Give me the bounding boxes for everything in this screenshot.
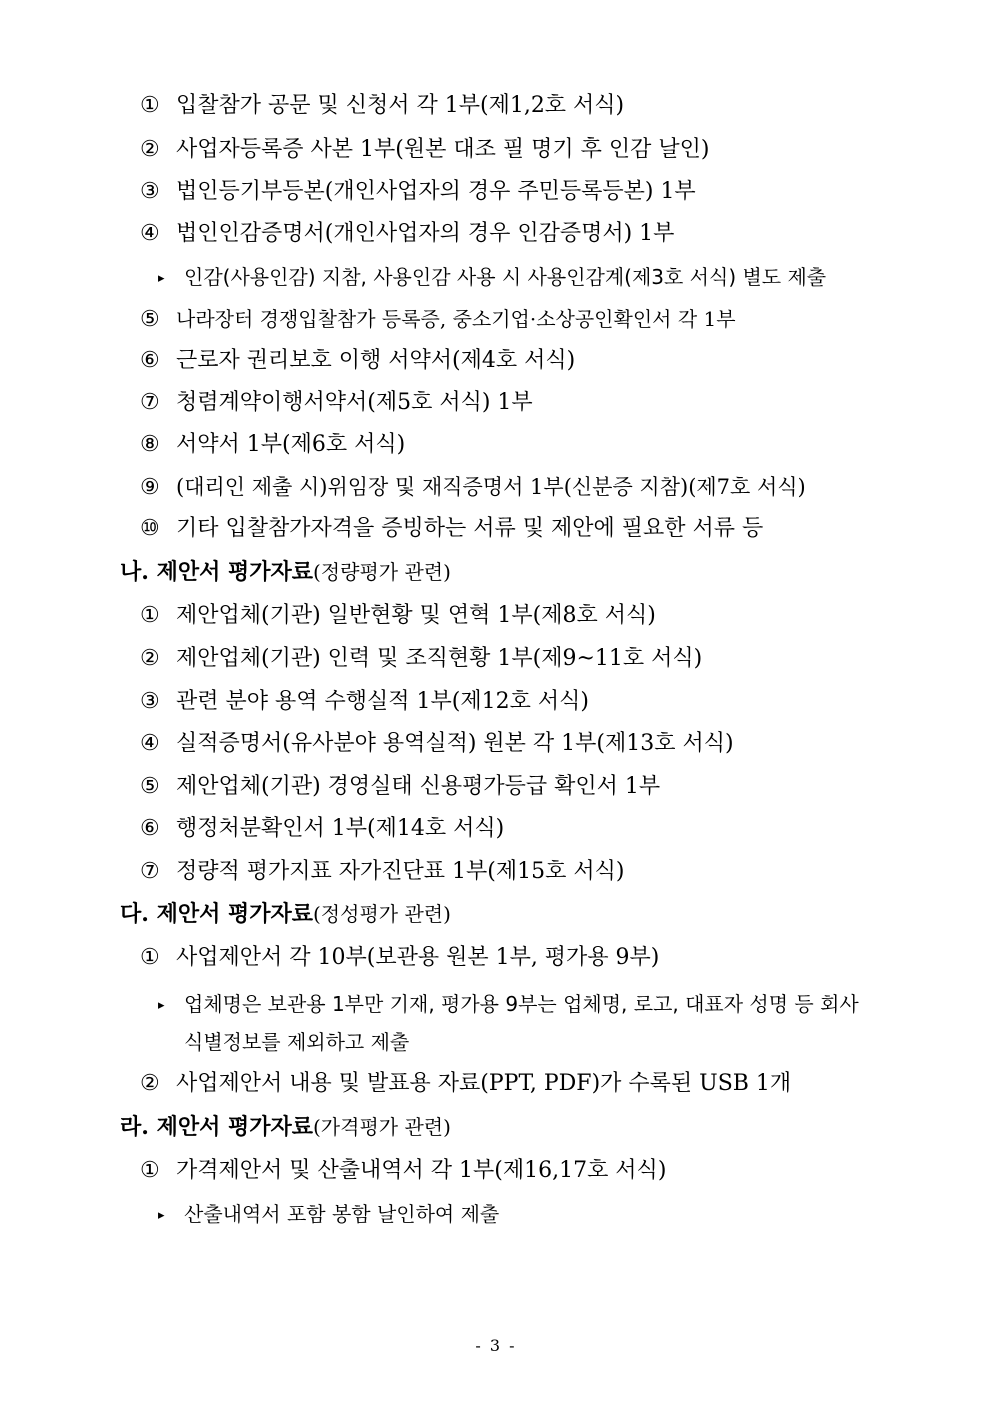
item-number: ⑥: [140, 348, 160, 373]
item-text: 가격제안서 및 산출내역서 각 1부(제16,17호 서식): [176, 1158, 667, 1183]
item-text: (대리인 제출 시)위임장 및 재직증명서 1부(신분증 지참)(제7호 서식): [176, 475, 806, 499]
list-item: [140, 645, 702, 673]
note-text: 업체명은 보관용 1부만 기재, 평가용 9부는 업체명, 로고, 대표자 성명 등 회사: [184, 992, 859, 1016]
item-text: 법인등기부등본(개인사업자의 경우 주민등록등본) 1부: [176, 179, 696, 204]
item-text: 나라장터 경쟁입찰참가 등록증, 중소기업·소상공인확인서 각 1부: [176, 307, 736, 331]
item-number: ⑦: [140, 859, 160, 884]
item-number: ⑤: [140, 774, 160, 799]
item-text: 법인인감증명서(개인사업자의 경우 인감증명서) 1부: [176, 221, 675, 246]
item-number: ④: [140, 731, 160, 756]
item-number: ④: [140, 221, 160, 246]
list-item: [140, 688, 589, 716]
list-item: [140, 178, 696, 206]
item-text: 행정처분확인서 1부(제14호 서식): [176, 816, 505, 841]
item-number: ⑧: [140, 432, 160, 457]
triangle-bullet-icon: ▸: [158, 998, 165, 1013]
section-heading: [120, 558, 451, 586]
item-number: ②: [140, 137, 160, 162]
list-item: [140, 431, 405, 459]
note-bullet: [158, 263, 826, 293]
section-title: 나. 제안서 평가자료: [120, 559, 313, 585]
item-number: ①: [140, 1158, 160, 1183]
item-text: 청렴계약이행서약서(제5호 서식) 1부: [176, 390, 533, 415]
item-text: 제안업체(기관) 경영실태 신용평가등급 확인서 1부: [176, 774, 661, 799]
item-number: ⑤: [140, 307, 160, 332]
item-number: ①: [140, 603, 160, 628]
note-text: 인감(사용인감) 지참, 사용인감 사용 시 사용인감계(제3호 서식) 별도 제출: [184, 265, 827, 289]
list-item: [140, 473, 806, 502]
section-subtitle: (정량평가 관련): [313, 560, 451, 584]
list-item: [140, 1157, 666, 1185]
item-number: ①: [140, 945, 160, 970]
note-text: 산출내역서 포함 봉함 날인하여 제출: [184, 1202, 500, 1226]
item-number: ②: [140, 646, 160, 671]
list-item: [140, 602, 656, 630]
list-item: [140, 347, 575, 375]
page-number: - 3 -: [475, 1336, 517, 1355]
item-text: 근로자 권리보호 이행 서약서(제4호 서식): [176, 348, 576, 373]
item-text: 사업제안서 각 10부(보관용 원본 1부, 평가용 9부): [176, 945, 660, 970]
item-number: ③: [140, 179, 160, 204]
list-item: [140, 1070, 791, 1098]
item-number: ③: [140, 689, 160, 714]
list-item: [140, 773, 660, 801]
item-number: ⑥: [140, 816, 160, 841]
triangle-bullet-icon: ▸: [158, 1208, 165, 1223]
note-continuation: 식별정보를 제외하고 제출: [184, 1030, 410, 1054]
section-subtitle: (가격평가 관련): [313, 1115, 451, 1139]
list-item: [140, 815, 504, 843]
item-number: ②: [140, 1071, 160, 1096]
item-text: 관련 분야 용역 수행실적 1부(제12호 서식): [176, 689, 589, 714]
item-text: 서약서 1부(제6호 서식): [176, 432, 406, 457]
item-text: 사업제안서 내용 및 발표용 자료(PPT, PDF)가 수록된 USB 1개: [176, 1071, 792, 1096]
item-text: 정량적 평가지표 자가진단표 1부(제15호 서식): [176, 859, 625, 884]
triangle-bullet-icon: ▸: [158, 271, 165, 286]
section-subtitle: (정성평가 관련): [313, 902, 451, 926]
item-text: 사업자등록증 사본 1부(원본 대조 필 명기 후 인감 날인): [176, 137, 710, 162]
section-title: 다. 제안서 평가자료: [120, 901, 313, 927]
list-item: [140, 858, 624, 886]
item-number: ⑩: [140, 516, 160, 541]
item-text: 제안업체(기관) 인력 및 조직현황 1부(제9~11호 서식): [176, 646, 703, 671]
section-title: 라. 제안서 평가자료: [120, 1114, 313, 1140]
list-item: [140, 305, 736, 334]
list-item: [140, 730, 734, 758]
item-text: 기타 입찰참가자격을 증빙하는 서류 및 제안에 필요한 서류 등: [176, 516, 764, 541]
section-heading: [120, 900, 451, 928]
item-text: 제안업체(기관) 일반현황 및 연혁 1부(제8호 서식): [176, 603, 656, 628]
note-bullet: [158, 1200, 499, 1230]
item-number: ⑨: [140, 475, 160, 500]
list-item: [140, 389, 533, 417]
list-item: [140, 944, 659, 972]
list-item: [140, 220, 674, 248]
list-item: [140, 515, 763, 543]
list-item: [140, 92, 624, 120]
item-text: 실적증명서(유사분야 용역실적) 원본 각 1부(제13호 서식): [176, 731, 734, 756]
item-number: ⑦: [140, 390, 160, 415]
item-number: ①: [140, 93, 160, 118]
section-heading: [120, 1113, 451, 1141]
note-bullet: [158, 990, 859, 1020]
item-text: 입찰참가 공문 및 신청서 각 1부(제1,2호 서식): [176, 93, 625, 118]
list-item: [140, 136, 709, 164]
